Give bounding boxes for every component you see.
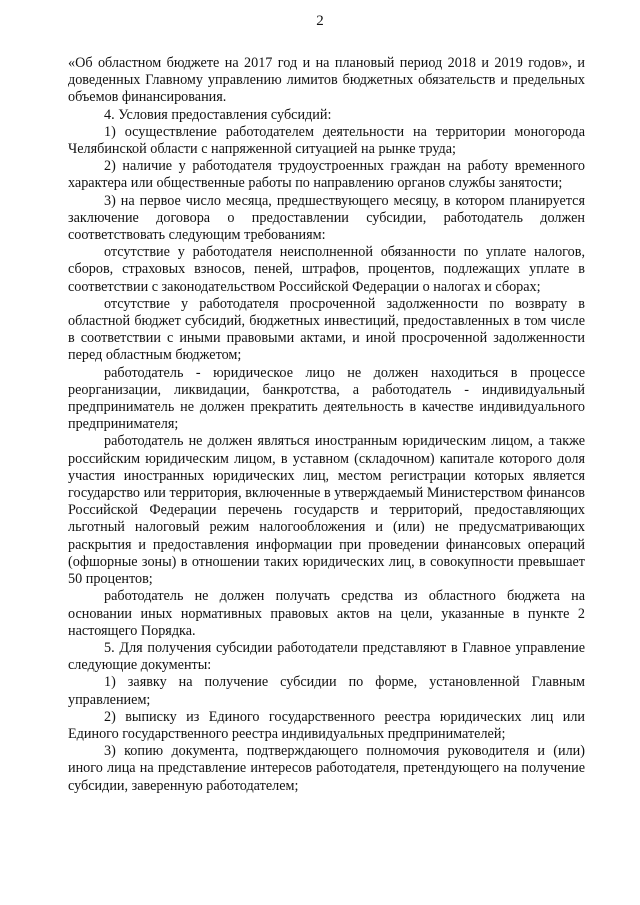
document-2-registry-extract: 2) выписку из Единого государственного реестра юридических лиц или Единого государственного реестра индивидуальных предпринимателей; [68, 708, 585, 742]
page-number: 2 [316, 13, 324, 29]
requirement-no-tax-debt: отсутствие у работодателя неисполненной обязанности по уплате налогов, сборов, страховых взносов, пеней, штрафов, процентов, подлежащих уплате в соответствии с законодательством Российской Федерации о налогах и сборах; [68, 244, 585, 295]
requirement-no-budget-arrears: отсутствие у работодателя просроченной задолженности по возврату в областной бюджет субсидий, бюджетных инвестиций, предоставленных в том числе в соответствии с иными правовыми актами, и иной просроченной задолженности перед областным бюджетом; [68, 295, 585, 364]
requirement-not-foreign-entity: работодатель не должен являться иностранным юридическим лицом, а также российским юридическим лицом, в уставном (складочном) капитале которого доля участия иностранных юридических лиц, местом регистрации которых является государство или территория, включенные в утверждаемый Министерством финансов Российской Федерации перечень государств и территорий, предоставляющих льготный налоговый режим налогообложения и (или) не предусматривающих раскрытия и предоставления информации при проведении финансовых операций (офшорные зоны) в отношении таких юридических лиц, в совокупности превышает 50 процентов; [68, 433, 585, 588]
section-5-heading: 5. Для получения субсидии работодатели представляют в Главное управление следующие документы: [68, 639, 585, 674]
document-3-authority-copy: 3) копию документа, подтверждающего полномочия руководителя и (или) иного лица на представление интересов работодателя, претендующего на получение субсидии, заверенную работодателем; [68, 743, 585, 794]
condition-3: 3) на первое число месяца, предшествующего месяцу, в котором планируется заключение договора о предоставлении субсидии, работодатель должен соответствовать следующим требованиям: [68, 192, 585, 244]
requirement-no-other-funding: работодатель не должен получать средства из областного бюджета на основании иных нормативных правовых актов на цели, указанные в пункте 2 настоящего Порядка. [68, 588, 585, 639]
document-1-application: 1) заявку на получение субсидии по форме, установленной Главным управлением; [68, 674, 585, 708]
section-4-heading: 4. Условия предоставления субсидий: [104, 106, 332, 123]
requirement-no-liquidation: работодатель - юридическое лицо не должен находиться в процессе реорганизации, ликвидации, банкротства, а работодатель - индивидуальный предприниматель не должен прекратить деятельность в качестве индивидуального предпринимателя; [68, 364, 585, 433]
document-body [68, 55, 585, 795]
paragraph-budget-law-reference: «Об областном бюджете на 2017 год и на плановый период 2018 и 2019 годов», и доведенных Главному управлению лимитов бюджетных обязательств и предельных объемов финансирования. [68, 55, 585, 106]
condition-1: 1) осуществление работодателем деятельности на территории моногорода Челябинской области с напряженной ситуацией на рынке труда; [68, 123, 585, 158]
condition-2: 2) наличие у работодателя трудоустроенных граждан на работу временного характера или общественные работы по направлению органов службы занятости; [68, 158, 585, 192]
